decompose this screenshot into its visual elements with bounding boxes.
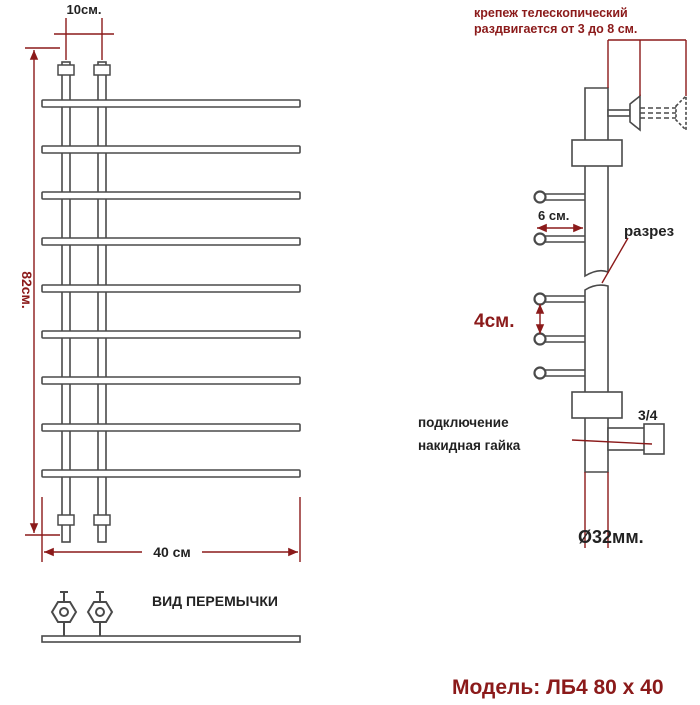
dim-top-width [54, 18, 114, 60]
bar-6 [42, 331, 300, 338]
bar-5 [42, 285, 300, 292]
label-jumper-view: ВИД ПЕРЕМЫЧКИ [152, 593, 278, 609]
label-spacing: 4см. [474, 311, 515, 332]
connection-fitting [608, 424, 664, 454]
side-view [418, 6, 686, 548]
hex-nut-icon [52, 592, 76, 636]
label-offset: 6 см. [538, 208, 570, 223]
collector-lower [585, 285, 608, 472]
label-width-top: 10см. [66, 2, 102, 17]
label-mount-line2: раздвигается от 3 до 8 см. [474, 22, 638, 36]
telescopic-mount-icon [608, 96, 686, 130]
label-width-bottom: 40 см [153, 544, 191, 560]
top-nut-left [58, 65, 74, 75]
bar-1 [42, 100, 300, 107]
front-view [19, 2, 300, 562]
label-height: 82см. [19, 271, 35, 309]
horizontal-bars [42, 100, 300, 477]
hex-nut-icon [88, 592, 112, 636]
label-section: разрез [624, 223, 675, 240]
bar-9 [42, 470, 300, 477]
bracket-bottom [572, 392, 622, 418]
bar-3 [42, 192, 300, 199]
bar-7 [42, 377, 300, 384]
bar-4 [42, 238, 300, 245]
collector-upper [585, 88, 608, 276]
bottom-nut-left [58, 515, 74, 525]
jumper-bar [42, 636, 300, 642]
bar-8 [42, 424, 300, 431]
label-mount-line1: крепеж телескопический [474, 6, 628, 20]
label-connection-line1: подключение [418, 415, 509, 430]
label-model: Модель: ЛБ4 80 х 40 [452, 676, 664, 699]
label-diameter: Ø32мм. [578, 527, 644, 547]
bottom-nut-right [94, 515, 110, 525]
bar-2 [42, 146, 300, 153]
jumper-view [42, 592, 300, 642]
label-connection-line2: накидная гайка [418, 438, 521, 453]
bracket-top [572, 140, 622, 166]
dim-mount [608, 40, 686, 96]
top-nut-right [94, 65, 110, 75]
label-thread: 3/4 [638, 407, 658, 423]
